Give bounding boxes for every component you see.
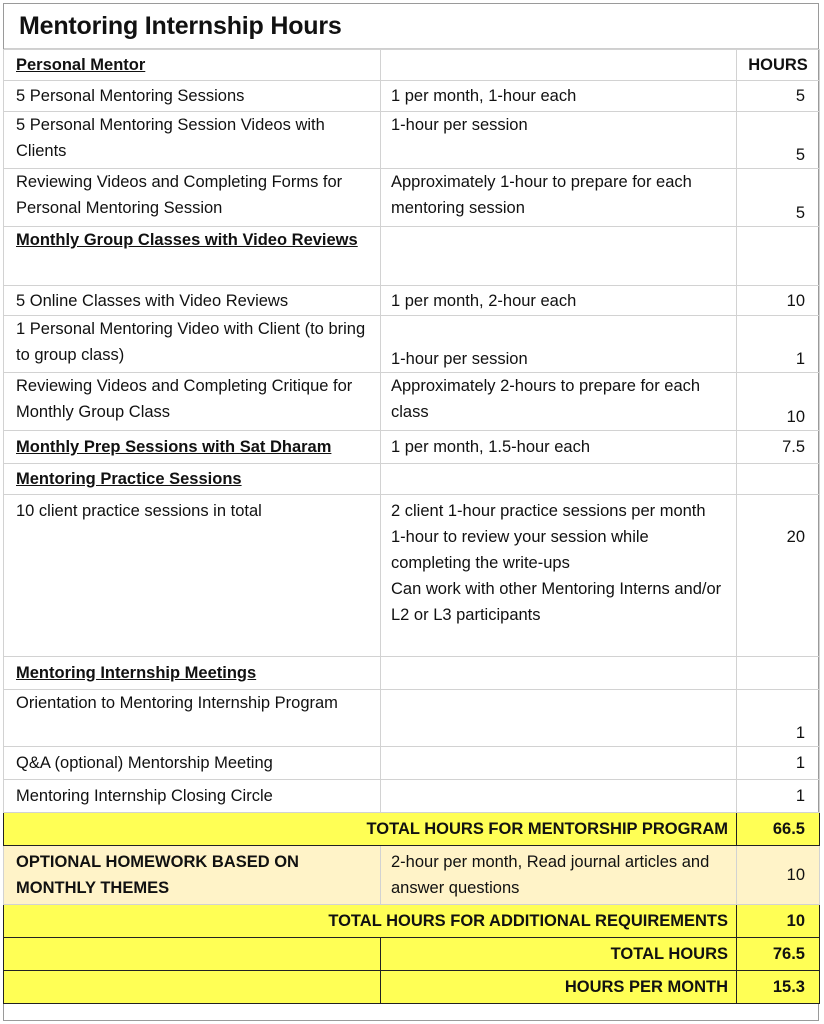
total-hours-value: 76.5 <box>737 938 820 971</box>
item-cell: Orientation to Mentoring Internship Program <box>4 690 381 747</box>
description-cell: Approximately 2-hours to prepare for each class <box>381 373 737 431</box>
total-additional-label: TOTAL HOURS FOR ADDITIONAL REQUIREMENTS <box>4 905 737 938</box>
empty-cell <box>381 227 737 286</box>
table-row <box>4 112 820 169</box>
empty-cell <box>381 464 737 495</box>
item-cell: 5 Personal Mentoring Session Videos with Clients <box>4 112 381 169</box>
item-cell: 1 Personal Mentoring Video with Client (to bring to group class) <box>4 316 381 373</box>
description-cell: 1 per month, 1-hour each <box>381 81 737 112</box>
hours-cell: 5 <box>737 169 820 227</box>
description-cell: 1 per month, 2-hour each <box>381 286 737 316</box>
description-cell: 1 per month, 1.5-hour each <box>381 431 737 464</box>
section-personal-mentor: Personal Mentor <box>4 50 381 81</box>
hours-column-header: HOURS <box>737 50 820 81</box>
total-additional-value: 10 <box>737 905 820 938</box>
hours-cell: 10 <box>737 286 820 316</box>
optional-homework-label: OPTIONAL HOMEWORK BASED ON MONTHLY THEMES <box>4 846 381 905</box>
table-row <box>4 316 820 373</box>
item-cell: 5 Online Classes with Video Reviews <box>4 286 381 316</box>
hours-cell: 5 <box>737 81 820 112</box>
hours-cell: 10 <box>737 373 820 431</box>
empty-cell <box>737 657 820 690</box>
description-cell <box>381 780 737 813</box>
table-row <box>4 747 820 780</box>
empty-cell <box>381 50 737 81</box>
item-cell: Reviewing Videos and Completing Forms for Personal Mentoring Session <box>4 169 381 227</box>
item-cell: 5 Personal Mentoring Sessions <box>4 81 381 112</box>
section-row <box>4 657 820 690</box>
table-row <box>4 81 820 112</box>
section-row <box>4 50 820 81</box>
item-cell: 10 client practice sessions in total <box>4 495 381 657</box>
description-cell <box>381 690 737 747</box>
optional-row <box>4 846 820 905</box>
total-program-label: TOTAL HOURS FOR MENTORSHIP PROGRAM <box>4 813 737 846</box>
item-cell: Mentoring Internship Closing Circle <box>4 780 381 813</box>
empty-cell <box>737 464 820 495</box>
spreadsheet <box>3 3 819 1021</box>
total-row <box>4 971 820 1004</box>
optional-homework-description: 2-hour per month, Read journal articles and answer questions <box>381 846 737 905</box>
description-cell: Approximately 1-hour to prepare for each mentoring session <box>381 169 737 227</box>
table-row <box>4 495 820 657</box>
hours-cell: 1 <box>737 316 820 373</box>
hours-per-month-label: HOURS PER MONTH <box>381 971 737 1004</box>
hours-cell: 5 <box>737 112 820 169</box>
total-row <box>4 905 820 938</box>
optional-homework-value: 10 <box>737 846 820 905</box>
section-row <box>4 431 820 464</box>
description-cell: 2 client 1-hour practice sessions per month 1-hour to review your session while completing the write-ups Can work with other Mentoring Interns and/or L2 or L3 participants <box>381 495 737 657</box>
section-group-classes: Monthly Group Classes with Video Reviews <box>4 227 381 286</box>
page-title: Mentoring Internship Hours <box>4 4 818 49</box>
hours-cell: 1 <box>737 747 820 780</box>
item-cell: Q&A (optional) Mentorship Meeting <box>4 747 381 780</box>
empty-cell <box>737 227 820 286</box>
hours-table <box>3 49 820 1004</box>
empty-cell <box>4 938 381 971</box>
table-row <box>4 286 820 316</box>
total-row <box>4 813 820 846</box>
table-row <box>4 780 820 813</box>
section-prep-sessions: Monthly Prep Sessions with Sat Dharam <box>4 431 381 464</box>
table-row <box>4 373 820 431</box>
description-cell: 1-hour per session <box>381 112 737 169</box>
section-row <box>4 464 820 495</box>
section-row <box>4 227 820 286</box>
empty-cell <box>4 971 381 1004</box>
description-cell: 1-hour per session <box>381 316 737 373</box>
table-row <box>4 169 820 227</box>
hours-per-month-value: 15.3 <box>737 971 820 1004</box>
table-row <box>4 690 820 747</box>
total-row <box>4 938 820 971</box>
section-practice-sessions: Mentoring Practice Sessions <box>4 464 381 495</box>
hours-cell: 20 <box>737 495 820 657</box>
total-hours-label: TOTAL HOURS <box>381 938 737 971</box>
item-cell: Reviewing Videos and Completing Critique for Monthly Group Class <box>4 373 381 431</box>
section-meetings: Mentoring Internship Meetings <box>4 657 381 690</box>
description-cell <box>381 747 737 780</box>
hours-cell: 1 <box>737 780 820 813</box>
total-program-value: 66.5 <box>737 813 820 846</box>
empty-cell <box>381 657 737 690</box>
hours-cell: 1 <box>737 690 820 747</box>
hours-cell: 7.5 <box>737 431 820 464</box>
